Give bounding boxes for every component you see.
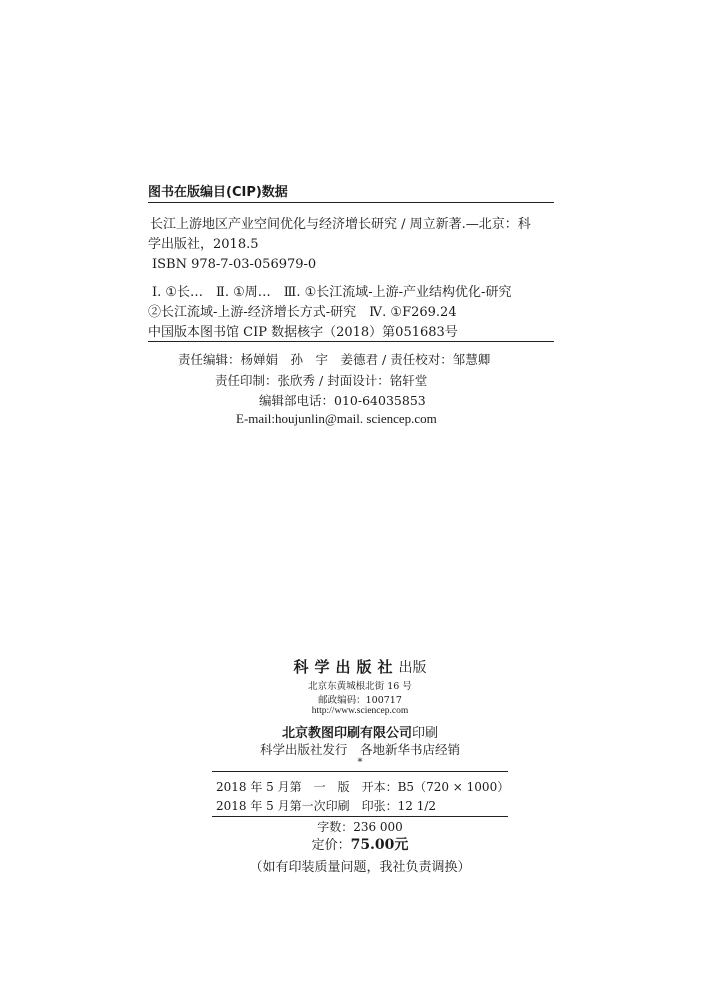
proofreader-label: 责任校对： [390, 352, 453, 367]
phone-label: 编辑部电话： [259, 393, 335, 408]
publisher-website: http://www.sciencep.com [311, 706, 409, 716]
quality-notice: （如有印装质量问题，我社负责调换） [249, 860, 471, 875]
cip-top-rule [148, 202, 554, 203]
price-line [0, 834, 720, 854]
publisher-name: 科学出版社 [293, 658, 399, 676]
cip-heading: 图书在版编目(CIP)数据 [148, 185, 288, 200]
cip-bottom-rule [148, 341, 554, 342]
cip-subject-line-1: Ⅰ. ①长… Ⅱ. ①周… Ⅲ. ①长江流域-上游-产业结构优化-研究 [152, 285, 512, 300]
distribution-line: 科学出版社发行 各地新华书店经销 [259, 742, 460, 757]
price-value: 75.00元 [350, 837, 409, 853]
cip-title-line-2: 学出版社，2018.5 [148, 237, 259, 252]
edition-line-1: 2018 年 5 月第 一 版 开本：B5（720 × 1000） [216, 780, 510, 794]
cip-isbn: ISBN 978-7-03-056979-0 [152, 257, 317, 272]
cip-title-line-1: 长江上游地区产业空间优化与经济增长研究 / 周立新著.—北京：科 [150, 217, 531, 232]
cip-number: 中国版本图书馆 CIP 数据核字（2018）第051683号 [148, 325, 458, 340]
printing-name: 张欣秀 [277, 373, 316, 388]
price-label: 定价： [311, 838, 351, 853]
word-count: 字数：236 000 [317, 820, 403, 834]
phone-number: 010-64035853 [334, 393, 426, 408]
cover-name: 铭轩堂 [389, 373, 428, 388]
proofreader-name: 邹慧卿 [452, 352, 491, 367]
imprint-publisher-line [0, 656, 720, 677]
edition-line-2: 2018 年 5 月第一次印刷 印张：12 1/2 [216, 799, 437, 813]
credits-phone-row [259, 391, 426, 409]
publisher-postcode: 邮政编码：100717 [318, 695, 402, 706]
credits-editors-row: 责任编辑：杨婵娟 孙 宇 姜德君 / 责任校对：邹慧卿 [178, 352, 491, 367]
printer-suffix: 印刷 [412, 726, 439, 741]
editors-label: 责任编辑： [178, 352, 241, 367]
printing-label: 责任印制： [215, 373, 278, 388]
cover-label: 封面设计： [327, 373, 390, 388]
credits-printing-row: 责任印制：张欣秀 / 封面设计：铭轩堂 [215, 373, 428, 388]
cip-subject-line-2: ②长江流域-上游-经济增长方式-研究 Ⅳ. ①F269.24 [148, 305, 457, 320]
editors-names: 杨婵娟 孙 宇 姜德君 [240, 352, 379, 367]
separator-star: * [357, 757, 363, 768]
credits-email: E-mail:houjunlin@mail. sciencep.com [236, 411, 437, 426]
publisher-address: 北京东黄城根北街 16 号 [308, 681, 412, 692]
publisher-suffix: 出版 [398, 660, 427, 676]
imprint-bottom-rule [212, 816, 508, 817]
printer-name: 北京教图印刷有限公司 [281, 726, 412, 741]
imprint-top-rule [212, 771, 508, 772]
printer-line [0, 722, 720, 741]
